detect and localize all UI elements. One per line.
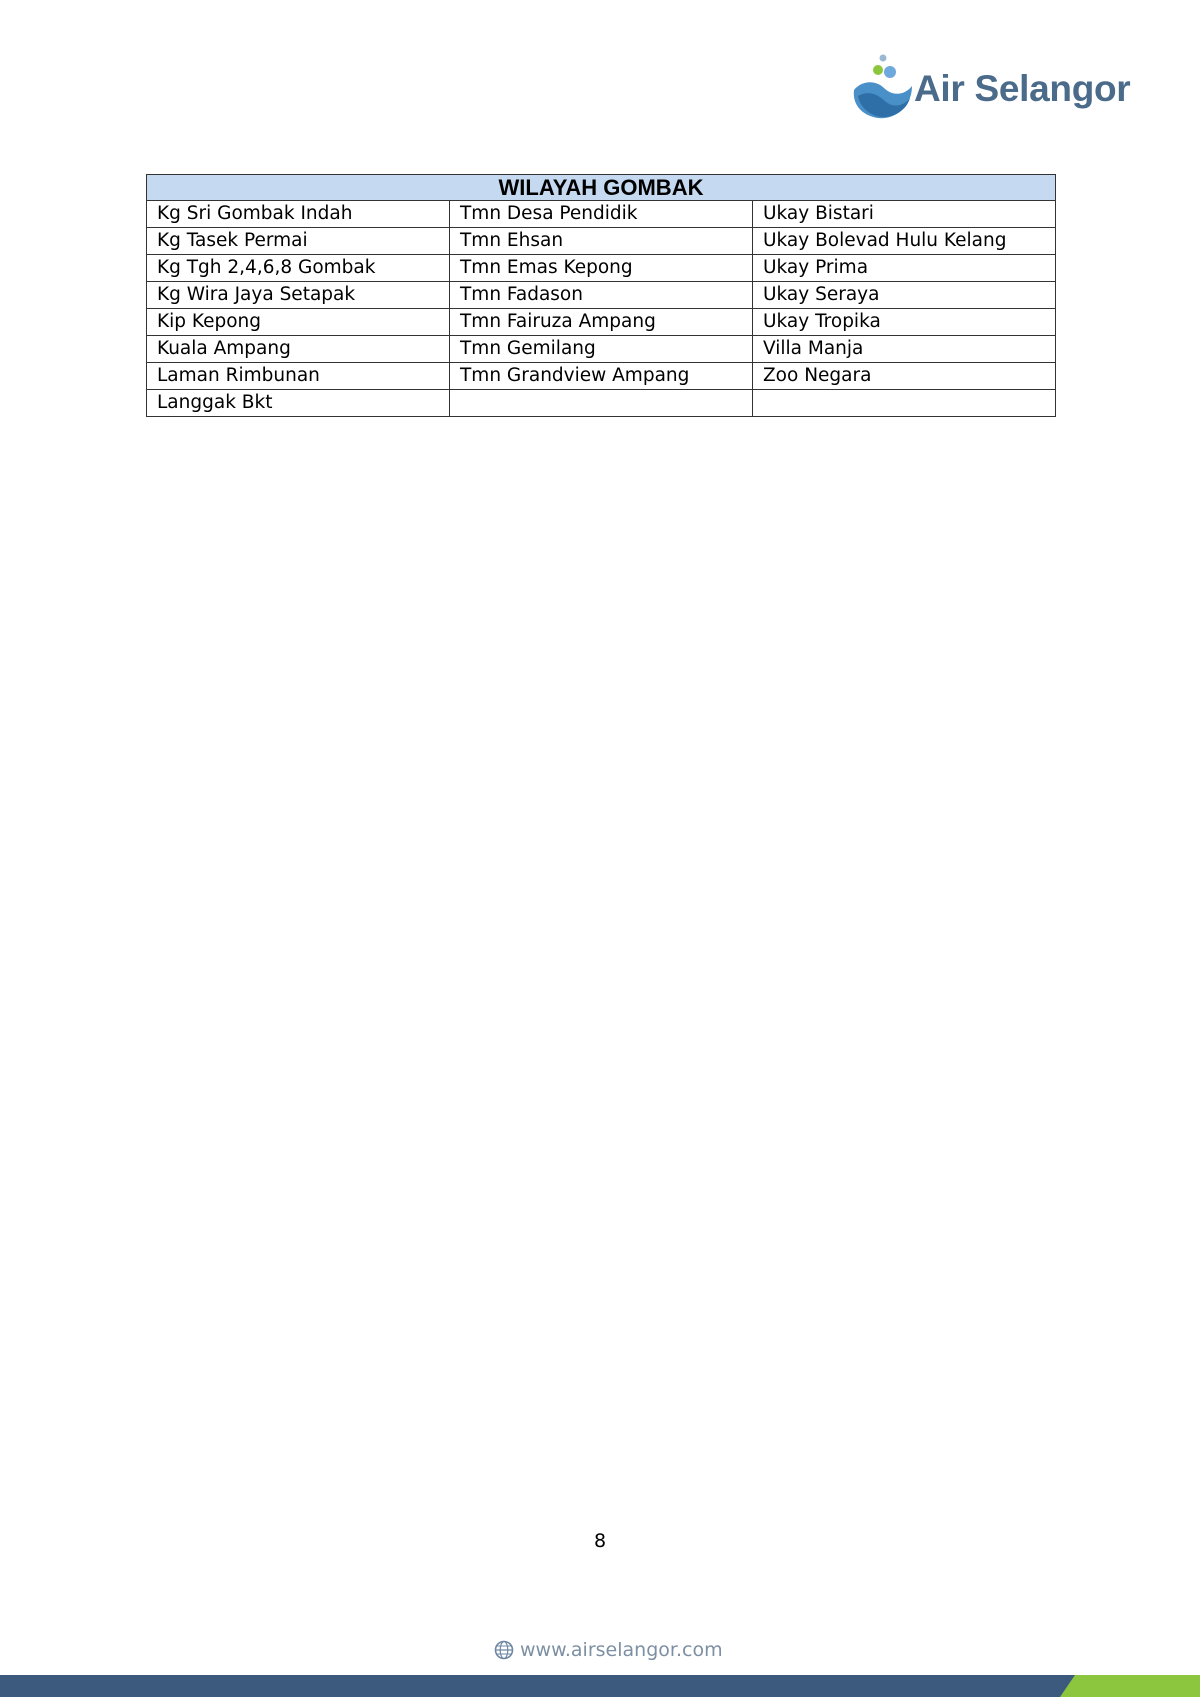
table-cell: Tmn Ehsan <box>450 228 753 255</box>
footer-url[interactable] <box>494 1637 723 1663</box>
footer-bar-accent <box>1060 1675 1200 1697</box>
table-cell: Ukay Tropika <box>753 309 1056 336</box>
table-cell: Villa Manja <box>753 336 1056 363</box>
table-cell <box>753 390 1056 417</box>
table-cell: Kg Wira Jaya Setapak <box>147 282 450 309</box>
table-cell: Ukay Bolevad Hulu Kelang <box>753 228 1056 255</box>
table-row <box>147 309 1056 336</box>
table-row <box>147 363 1056 390</box>
water-drop-wave-icon <box>850 50 914 122</box>
footer-bar <box>0 1675 1200 1697</box>
table-cell: Tmn Gemilang <box>450 336 753 363</box>
website-link[interactable]: www.airselangor.com <box>520 1639 723 1661</box>
table-cell: Kg Tgh 2,4,6,8 Gombak <box>147 255 450 282</box>
table-row <box>147 201 1056 228</box>
table-cell: Tmn Fadason <box>450 282 753 309</box>
table-cell: Tmn Fairuza Ampang <box>450 309 753 336</box>
logo-text: Air Selangor <box>914 68 1131 109</box>
table-cell: Tmn Desa Pendidik <box>450 201 753 228</box>
table-cell: Kip Kepong <box>147 309 450 336</box>
table-cell: Langgak Bkt <box>147 390 450 417</box>
table-row <box>147 282 1056 309</box>
globe-icon <box>494 1640 514 1660</box>
table-cell: Kg Tasek Permai <box>147 228 450 255</box>
air-selangor-logo <box>850 50 1150 122</box>
table-title: WILAYAH GOMBAK <box>147 175 1056 201</box>
table-cell <box>450 390 753 417</box>
table-cell: Ukay Seraya <box>753 282 1056 309</box>
table-cell: Ukay Prima <box>753 255 1056 282</box>
page-number: 8 <box>593 1530 607 1552</box>
table-cell: Tmn Grandview Ampang <box>450 363 753 390</box>
table-cell: Kuala Ampang <box>147 336 450 363</box>
table-cell: Laman Rimbunan <box>147 363 450 390</box>
area-table <box>146 174 1056 417</box>
table-row <box>147 336 1056 363</box>
table-row <box>147 228 1056 255</box>
table-cell: Ukay Bistari <box>753 201 1056 228</box>
table-cell: Tmn Emas Kepong <box>450 255 753 282</box>
footer-bar-primary <box>0 1675 1200 1697</box>
table-row <box>147 390 1056 417</box>
table-cell: Zoo Negara <box>753 363 1056 390</box>
table-header-row <box>147 175 1056 201</box>
table-row <box>147 255 1056 282</box>
table-cell: Kg Sri Gombak Indah <box>147 201 450 228</box>
